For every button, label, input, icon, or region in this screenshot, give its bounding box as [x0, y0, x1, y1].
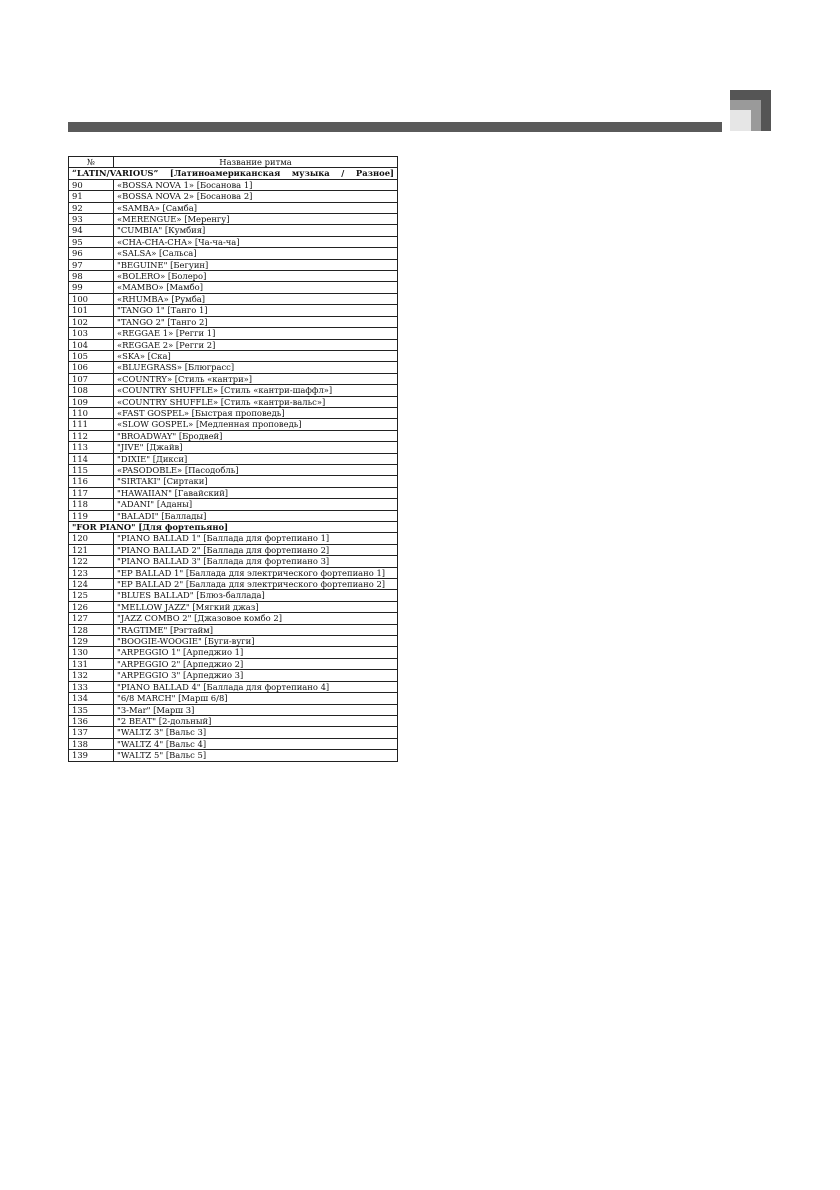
column-header-rhythm-name: Название ритма: [114, 157, 398, 168]
rhythm-number: 112: [69, 430, 114, 441]
rhythm-number: 103: [69, 328, 114, 339]
rhythm-name: «MAMBO» [Мамбо]: [114, 282, 398, 293]
table-row: [69, 590, 398, 601]
table-row: [69, 533, 398, 544]
table-row: [69, 636, 398, 647]
table-row: [69, 225, 398, 236]
rhythm-number: 108: [69, 385, 114, 396]
table-header-row: [69, 157, 398, 168]
rhythm-name: «CHA-CHA-CHA» [Ча-ча-ча]: [114, 236, 398, 247]
rhythm-name: "ADANI" [Аданы]: [114, 499, 398, 510]
rhythm-number: 135: [69, 704, 114, 715]
rhythm-number: 132: [69, 670, 114, 681]
rhythm-name: "6/8 MARCH" [Марш 6/8]: [114, 693, 398, 704]
table-body: [69, 168, 398, 761]
rhythm-name: "BOOGIE-WOOGIE" [Буги-вуги]: [114, 636, 398, 647]
rhythm-name: "3-Mar" [Марш 3]: [114, 704, 398, 715]
rhythm-number: 90: [69, 179, 114, 190]
rhythm-name: "WALTZ 5" [Вальс 5]: [114, 750, 398, 761]
table-row: [69, 579, 398, 590]
table-row: [69, 282, 398, 293]
table-row: [69, 259, 398, 270]
rhythm-number: 130: [69, 647, 114, 658]
table-row: [69, 613, 398, 624]
rhythm-number: 110: [69, 407, 114, 418]
table-row: [69, 476, 398, 487]
table-row: [69, 670, 398, 681]
rhythm-number: 106: [69, 362, 114, 373]
rhythm-name: "EP BALLAD 2" [Баллада для электрического фортепиано 2]: [114, 579, 398, 590]
rhythm-list-table: [68, 156, 398, 762]
rhythm-name: "PIANO BALLAD 4" [Баллада для фортепиано 4]: [114, 681, 398, 692]
table-row: [69, 373, 398, 384]
rhythm-number: 138: [69, 738, 114, 749]
table-row: [69, 385, 398, 396]
rhythm-name: "PIANO BALLAD 1" [Баллада для фортепиано 1]: [114, 533, 398, 544]
rhythm-number: 119: [69, 510, 114, 521]
header-rule: [68, 122, 722, 132]
table-row: [69, 658, 398, 669]
table-row: [69, 179, 398, 190]
table-row: [69, 681, 398, 692]
rhythm-name: "PIANO BALLAD 2" [Баллада для фортепиано 2]: [114, 544, 398, 555]
rhythm-name: «SLOW GOSPEL» [Медленная проповедь]: [114, 419, 398, 430]
rhythm-number: 126: [69, 601, 114, 612]
rhythm-number: 136: [69, 715, 114, 726]
rhythm-number: 120: [69, 533, 114, 544]
rhythm-name: "2 BEAT" [2-дольный]: [114, 715, 398, 726]
rhythm-name: "MELLOW JAZZ" [Мягкий джаз]: [114, 601, 398, 612]
rhythm-name: "WALTZ 3" [Вальс 3]: [114, 727, 398, 738]
rhythm-number: 115: [69, 464, 114, 475]
rhythm-name: "BLUES BALLAD" [Блюз-баллада]: [114, 590, 398, 601]
table-row: [69, 442, 398, 453]
table-row: [69, 715, 398, 726]
rhythm-name: «BLUEGRASS» [Блюграсс]: [114, 362, 398, 373]
rhythm-number: 134: [69, 693, 114, 704]
rhythm-name: «FAST GOSPEL» [Быстрая проповедь]: [114, 407, 398, 418]
rhythm-number: 137: [69, 727, 114, 738]
rhythm-number: 105: [69, 350, 114, 361]
corner-square-light: [730, 110, 751, 131]
rhythm-number: 98: [69, 271, 114, 282]
rhythm-number: 122: [69, 556, 114, 567]
table-row: [69, 350, 398, 361]
rhythm-number: 133: [69, 681, 114, 692]
rhythm-name: "JAZZ COMBO 2" [Джазовое комбо 2]: [114, 613, 398, 624]
table-row: [69, 647, 398, 658]
rhythm-number: 96: [69, 248, 114, 259]
rhythm-number: 113: [69, 442, 114, 453]
table-row: [69, 236, 398, 247]
rhythm-name: «BOSSA NOVA 2» [Босанова 2]: [114, 191, 398, 202]
rhythm-name: "EP BALLAD 1" [Баллада для электрического фортепиано 1]: [114, 567, 398, 578]
rhythm-name: "ARPEGGIO 3" [Арпеджио 3]: [114, 670, 398, 681]
table-row: [69, 510, 398, 521]
table-row: [69, 248, 398, 259]
rhythm-number: 94: [69, 225, 114, 236]
rhythm-name: "BROADWAY" [Бродвей]: [114, 430, 398, 441]
rhythm-number: 125: [69, 590, 114, 601]
rhythm-name: «COUNTRY» [Стиль «кантри»]: [114, 373, 398, 384]
rhythm-number: 97: [69, 259, 114, 270]
rhythm-number: 131: [69, 658, 114, 669]
table-row: [69, 693, 398, 704]
section-header-row: [69, 522, 398, 533]
rhythm-number: 127: [69, 613, 114, 624]
section-title: “LATIN/VARIOUS” [Латиноамериканская музыка / Разное]: [69, 168, 398, 179]
rhythm-number: 128: [69, 624, 114, 635]
rhythm-number: 107: [69, 373, 114, 384]
table-row: [69, 556, 398, 567]
table-row: [69, 191, 398, 202]
rhythm-number: 95: [69, 236, 114, 247]
rhythm-name: «REGGAE 2» [Регги 2]: [114, 339, 398, 350]
table-row: [69, 316, 398, 327]
table-row: [69, 704, 398, 715]
table-row: [69, 407, 398, 418]
rhythm-name: "RAGTIME" [Рэгтайм]: [114, 624, 398, 635]
rhythm-number: 114: [69, 453, 114, 464]
rhythm-name: «SAMBA» [Самба]: [114, 202, 398, 213]
rhythm-name: «SKA» [Ска]: [114, 350, 398, 361]
rhythm-number: 111: [69, 419, 114, 430]
rhythm-name: "CUMBIA" [Кумбия]: [114, 225, 398, 236]
rhythm-number: 92: [69, 202, 114, 213]
rhythm-name: «MERENGUE» [Меренгу]: [114, 214, 398, 225]
table-row: [69, 339, 398, 350]
rhythm-name: "WALTZ 4" [Вальс 4]: [114, 738, 398, 749]
rhythm-name: "HAWAIIAN" [Гавайский]: [114, 487, 398, 498]
rhythm-number: 100: [69, 293, 114, 304]
page-corner-marker: [730, 90, 771, 131]
column-header-number: №: [69, 157, 114, 168]
rhythm-number: 104: [69, 339, 114, 350]
table-row: [69, 544, 398, 555]
section-title: "FOR PIANO" [Для фортепьяно]: [69, 522, 398, 533]
rhythm-name: "ARPEGGIO 2" [Арпеджио 2]: [114, 658, 398, 669]
rhythm-name: "JIVE" [Джайв]: [114, 442, 398, 453]
rhythm-number: 99: [69, 282, 114, 293]
rhythm-number: 93: [69, 214, 114, 225]
rhythm-number: 116: [69, 476, 114, 487]
table-row: [69, 419, 398, 430]
table-row: [69, 738, 398, 749]
rhythm-name: "BALADI" [Баллады]: [114, 510, 398, 521]
rhythm-number: 109: [69, 396, 114, 407]
table-row: [69, 293, 398, 304]
table-row: [69, 567, 398, 578]
rhythm-name: "ARPEGGIO 1" [Арпеджио 1]: [114, 647, 398, 658]
rhythm-name: "TANGO 1" [Танго 1]: [114, 305, 398, 316]
rhythm-name: "PIANO BALLAD 3" [Баллада для фортепиано 3]: [114, 556, 398, 567]
rhythm-name: «RHUMBA» [Румба]: [114, 293, 398, 304]
rhythm-name: «COUNTRY SHUFFLE» [Стиль «кантри-шаффл»]: [114, 385, 398, 396]
rhythm-number: 121: [69, 544, 114, 555]
table-row: [69, 727, 398, 738]
table-row: [69, 750, 398, 761]
table-row: [69, 499, 398, 510]
rhythm-number: 124: [69, 579, 114, 590]
rhythm-name: «PASODOBLE» [Пасодобль]: [114, 464, 398, 475]
rhythm-number: 129: [69, 636, 114, 647]
rhythm-number: 139: [69, 750, 114, 761]
table-row: [69, 453, 398, 464]
rhythm-number: 117: [69, 487, 114, 498]
rhythm-name: «BOLERO» [Болеро]: [114, 271, 398, 282]
rhythm-number: 102: [69, 316, 114, 327]
rhythm-name: "TANGO 2" [Танго 2]: [114, 316, 398, 327]
table-row: [69, 396, 398, 407]
rhythm-name: «COUNTRY SHUFFLE» [Стиль «кантри-вальс»]: [114, 396, 398, 407]
table-row: [69, 214, 398, 225]
rhythm-number: 101: [69, 305, 114, 316]
rhythm-number: 118: [69, 499, 114, 510]
rhythm-name: "DIXIE" [Дикси]: [114, 453, 398, 464]
section-header-row: [69, 168, 398, 179]
table-row: [69, 202, 398, 213]
table-row: [69, 624, 398, 635]
rhythm-name: «REGGAE 1» [Регги 1]: [114, 328, 398, 339]
table-row: [69, 305, 398, 316]
table-row: [69, 430, 398, 441]
rhythm-number: 123: [69, 567, 114, 578]
rhythm-number: 91: [69, 191, 114, 202]
rhythm-name: «BOSSA NOVA 1» [Босанова 1]: [114, 179, 398, 190]
rhythm-name: «SALSA» [Сальса]: [114, 248, 398, 259]
table-row: [69, 328, 398, 339]
table-row: [69, 362, 398, 373]
rhythm-name: "BEGUINE" [Бегуин]: [114, 259, 398, 270]
table-row: [69, 271, 398, 282]
rhythm-name: "SIRTAKI" [Сиртаки]: [114, 476, 398, 487]
table-row: [69, 487, 398, 498]
table-row: [69, 601, 398, 612]
table-row: [69, 464, 398, 475]
